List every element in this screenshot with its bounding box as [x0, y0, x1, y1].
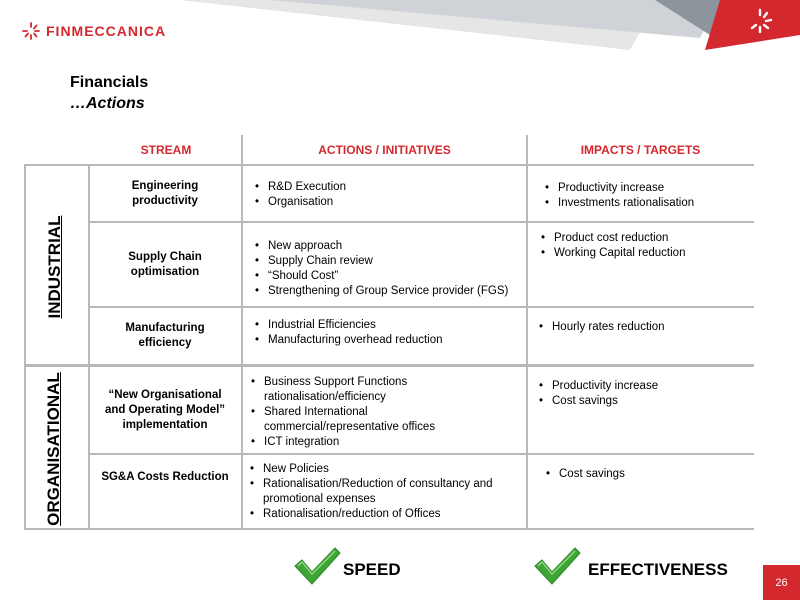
stream-supply-chain: Supply Chain optimisation — [128, 250, 202, 278]
speed-label: SPEED — [343, 560, 401, 579]
green-checkmark-icon — [293, 546, 341, 586]
stream-sga-costs: SG&A Costs Reduction — [101, 471, 229, 483]
impacts-list — [542, 181, 747, 211]
divider — [526, 135, 528, 530]
page-number: 26 — [763, 565, 800, 600]
group-industrial: INDUSTRIAL — [45, 215, 64, 319]
divider — [24, 165, 26, 528]
actions-list — [252, 318, 524, 348]
list-item: • ICT integration — [248, 435, 463, 450]
company-logo — [22, 22, 166, 40]
list-item: • Strengthening of Group Service provider (FGS) — [252, 284, 524, 299]
list-item: • Manufacturing overhead reduction — [252, 333, 524, 348]
actions-list — [247, 462, 502, 522]
impacts-list — [536, 379, 748, 409]
brand-name: FINMECCANICA — [46, 23, 167, 39]
list-item: • Cost savings — [543, 467, 748, 482]
list-item: • “Should Cost” — [252, 269, 524, 284]
list-item: • Rationalisation/reduction of Offices — [247, 507, 502, 522]
impacts-list — [536, 320, 748, 335]
list-item: • Organisation — [252, 195, 522, 210]
header-actions: ACTIONS / INITIATIVES — [318, 143, 451, 157]
list-item: • New approach — [252, 239, 524, 254]
actions-list — [252, 180, 522, 210]
list-item: • Rationalisation/Reduction of consultancy and promotional expenses — [247, 477, 502, 507]
list-item: • Shared International commercial/representative offices — [248, 405, 463, 435]
list-item: • R&D Execution — [252, 180, 522, 195]
list-item: • Investments rationalisation — [542, 196, 747, 211]
list-item: • Hourly rates reduction — [536, 320, 748, 335]
header-impacts: IMPACTS / TARGETS — [580, 143, 701, 157]
stream-new-organisational-model: “New Organisational and Operating Model” implementation — [104, 388, 226, 431]
green-checkmark-icon — [533, 546, 581, 586]
list-item: • Productivity increase — [542, 181, 747, 196]
actions-list — [252, 239, 524, 299]
list-item: • Productivity increase — [536, 379, 748, 394]
list-item: • Cost savings — [536, 394, 748, 409]
list-item: • New Policies — [247, 462, 502, 477]
stream-engineering-productivity: Engineering productivity — [131, 179, 199, 207]
finmeccanica-logo-icon — [22, 22, 40, 40]
actions-list — [248, 375, 463, 450]
effectiveness-label: EFFECTIVENESS — [588, 560, 728, 579]
brand-swirl-icon — [745, 6, 775, 36]
page-title: Financials — [70, 74, 149, 91]
list-item: • Working Capital reduction — [538, 246, 748, 261]
impacts-list — [538, 231, 748, 261]
divider — [24, 528, 754, 530]
header-stream: STREAM — [140, 143, 192, 157]
divider — [241, 135, 243, 530]
page-subtitle: …Actions — [70, 95, 145, 112]
list-item: • Supply Chain review — [252, 254, 524, 269]
stream-manufacturing: Manufacturing efficiency — [125, 322, 205, 349]
list-item: • Product cost reduction — [538, 231, 748, 246]
group-organisational: ORGANISATIONAL — [44, 372, 63, 526]
actions-table — [24, 135, 754, 530]
list-item: • Industrial Efficiencies — [252, 318, 524, 333]
impacts-list — [543, 467, 748, 482]
list-item: • Business Support Functions rationalisation/efficiency — [248, 375, 463, 405]
